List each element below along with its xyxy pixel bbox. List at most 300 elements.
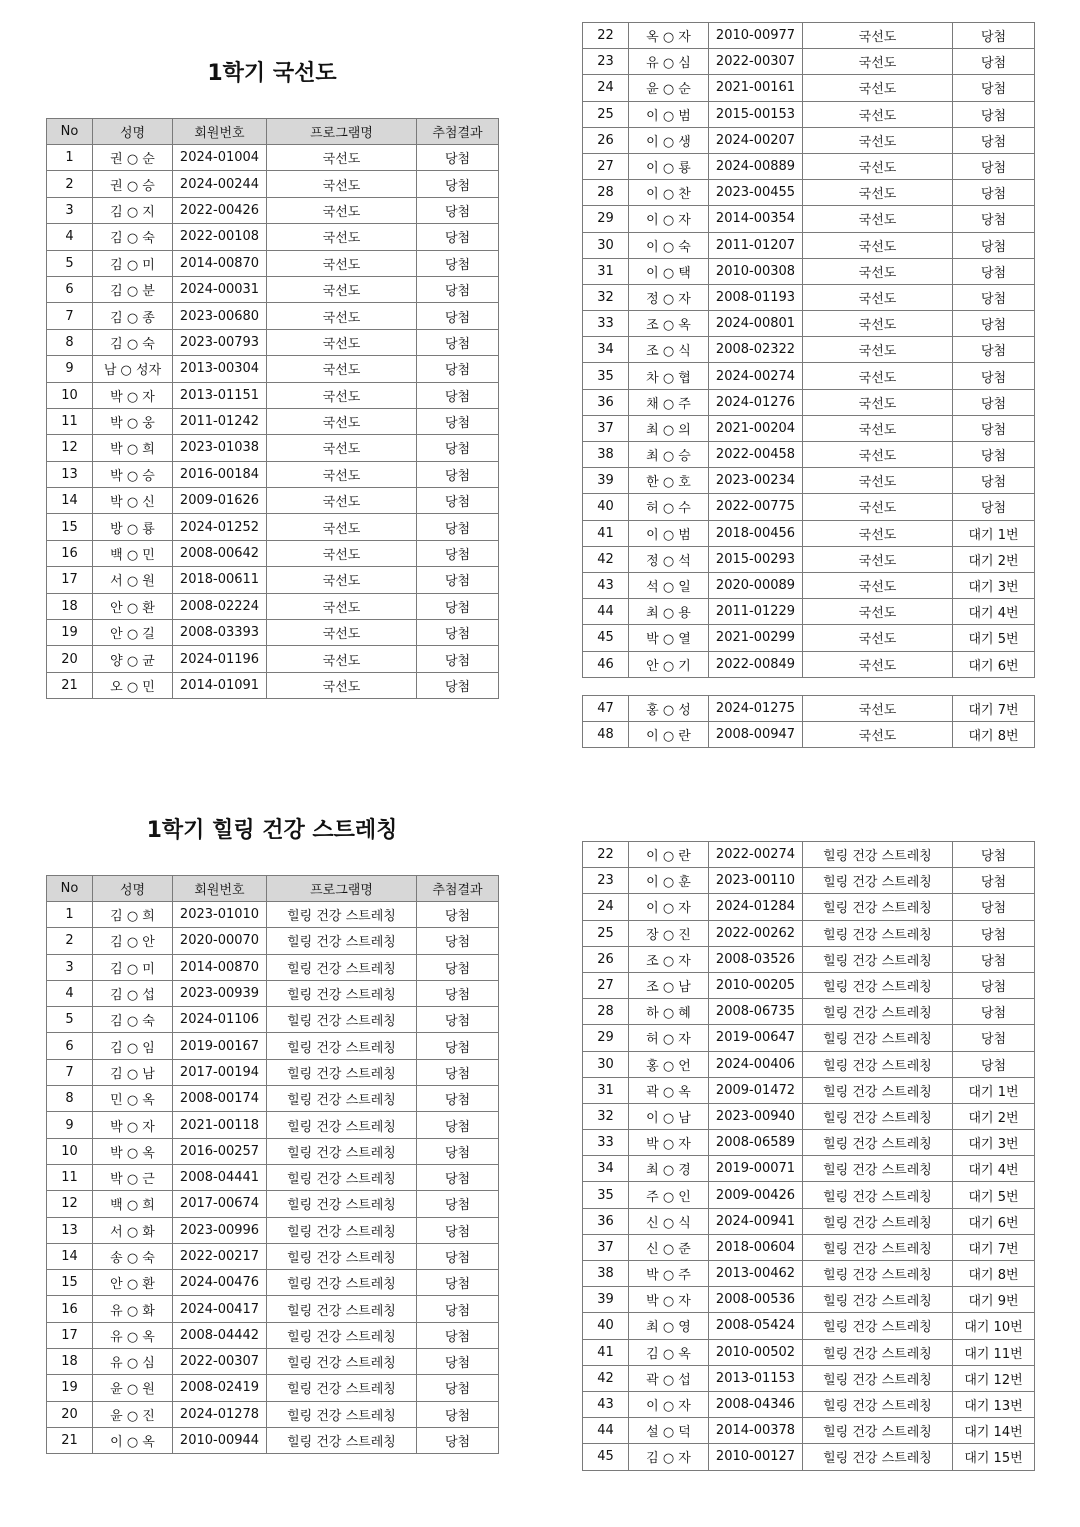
- name-cell: 오 ○ 민: [93, 672, 173, 698]
- table-row: [47, 276, 499, 302]
- program-cell: 국선도: [803, 722, 953, 748]
- no-cell: 34: [583, 1156, 629, 1182]
- result-cell: 당첨: [953, 442, 1035, 468]
- no-cell: 40: [583, 494, 629, 520]
- table-row: [47, 902, 499, 928]
- result-cell: 당첨: [417, 276, 499, 302]
- program-cell: 힐링 건강 스트레칭: [803, 1418, 953, 1444]
- no-cell: 6: [47, 276, 93, 302]
- no-cell: 19: [47, 620, 93, 646]
- name-cell: 안 ○ 기: [629, 651, 709, 677]
- program-cell: 국선도: [803, 696, 953, 722]
- no-cell: 28: [583, 180, 629, 206]
- result-cell: 당첨: [417, 461, 499, 487]
- no-cell: 21: [47, 1427, 93, 1453]
- program-cell: 힐링 건강 스트레칭: [803, 946, 953, 972]
- no-cell: 27: [583, 153, 629, 179]
- result-cell: 당첨: [417, 1427, 499, 1453]
- member-number-cell: 2024-00889: [709, 153, 803, 179]
- result-cell: 당첨: [953, 75, 1035, 101]
- name-cell: 차 ○ 협: [629, 363, 709, 389]
- table-row: [47, 1375, 499, 1401]
- result-cell: 대기 7번: [953, 696, 1035, 722]
- no-cell: 4: [47, 224, 93, 250]
- result-cell: 당첨: [953, 842, 1035, 868]
- program-cell: 국선도: [803, 520, 953, 546]
- table-row: [583, 23, 1035, 49]
- result-cell: 대기 14번: [953, 1418, 1035, 1444]
- result-cell: 당첨: [417, 620, 499, 646]
- result-cell: 대기 15번: [953, 1444, 1035, 1470]
- result-cell: 당첨: [417, 250, 499, 276]
- program-cell: 힐링 건강 스트레칭: [803, 1051, 953, 1077]
- program-cell: 힐링 건강 스트레칭: [267, 1243, 417, 1269]
- name-cell: 양 ○ 균: [93, 646, 173, 672]
- program-cell: 국선도: [267, 356, 417, 382]
- table-row: [583, 520, 1035, 546]
- member-number-cell: 2019-00167: [173, 1033, 267, 1059]
- name-cell: 홍 ○ 성: [629, 696, 709, 722]
- result-cell: 당첨: [417, 567, 499, 593]
- name-cell: 조 ○ 자: [629, 946, 709, 972]
- program-cell: 힐링 건강 스트레칭: [803, 1365, 953, 1391]
- table-row: [583, 284, 1035, 310]
- member-number-cell: 2024-00406: [709, 1051, 803, 1077]
- no-cell: 13: [47, 461, 93, 487]
- no-cell: 34: [583, 337, 629, 363]
- no-cell: 3: [47, 954, 93, 980]
- member-number-cell: 2008-04346: [709, 1391, 803, 1417]
- table-row: [47, 1007, 499, 1033]
- table-row: [583, 494, 1035, 520]
- name-cell: 신 ○ 준: [629, 1234, 709, 1260]
- no-cell: 4: [47, 980, 93, 1006]
- result-cell: 당첨: [417, 145, 499, 171]
- no-cell: 2: [47, 171, 93, 197]
- member-number-cell: 2021-00204: [709, 415, 803, 441]
- name-cell: 김 ○ 자: [629, 1444, 709, 1470]
- member-number-cell: 2016-00257: [173, 1138, 267, 1164]
- program-cell: 힐링 건강 스트레칭: [803, 1234, 953, 1260]
- member-number-cell: 2009-01472: [709, 1077, 803, 1103]
- result-cell: 당첨: [953, 363, 1035, 389]
- no-cell: 31: [583, 258, 629, 284]
- no-cell: 24: [583, 75, 629, 101]
- result-cell: 대기 3번: [953, 572, 1035, 598]
- result-cell: 당첨: [417, 1296, 499, 1322]
- member-number-cell: 2014-00870: [173, 250, 267, 276]
- member-number-cell: 2017-00674: [173, 1191, 267, 1217]
- no-cell: 33: [583, 311, 629, 337]
- program-cell: 힐링 건강 스트레칭: [267, 1033, 417, 1059]
- result-cell: 당첨: [417, 329, 499, 355]
- name-cell: 김 ○ 숙: [93, 329, 173, 355]
- name-cell: 박 ○ 자: [629, 1130, 709, 1156]
- member-number-cell: 2024-00417: [173, 1296, 267, 1322]
- member-number-cell: 2023-00234: [709, 468, 803, 494]
- program-cell: 국선도: [803, 75, 953, 101]
- table-row: [47, 488, 499, 514]
- program-cell: 국선도: [267, 461, 417, 487]
- program-cell: 국선도: [803, 49, 953, 75]
- table-row: [47, 1296, 499, 1322]
- no-cell: 14: [47, 488, 93, 514]
- program-cell: 국선도: [803, 599, 953, 625]
- program-cell: 힐링 건강 스트레칭: [803, 894, 953, 920]
- member-number-cell: 2010-00944: [173, 1427, 267, 1453]
- table-row: [583, 363, 1035, 389]
- name-cell: 최 ○ 영: [629, 1313, 709, 1339]
- name-cell: 최 ○ 용: [629, 599, 709, 625]
- no-cell: 31: [583, 1077, 629, 1103]
- name-cell: 옥 ○ 자: [629, 23, 709, 49]
- name-cell: 민 ○ 옥: [93, 1086, 173, 1112]
- program-cell: 국선도: [267, 620, 417, 646]
- member-number-cell: 2022-00426: [173, 197, 267, 223]
- name-cell: 이 ○ 옥: [93, 1427, 173, 1453]
- no-cell: 46: [583, 651, 629, 677]
- program-cell: 힐링 건강 스트레칭: [803, 1287, 953, 1313]
- member-number-cell: 2024-00274: [709, 363, 803, 389]
- no-cell: 20: [47, 646, 93, 672]
- no-cell: 16: [47, 540, 93, 566]
- table-row: [47, 593, 499, 619]
- program-cell: 힐링 건강 스트레칭: [803, 1208, 953, 1234]
- program-cell: 힐링 건강 스트레칭: [803, 920, 953, 946]
- name-cell: 박 ○ 옥: [93, 1138, 173, 1164]
- no-cell: 32: [583, 1103, 629, 1129]
- table-row: [47, 329, 499, 355]
- member-number-cell: 2008-01193: [709, 284, 803, 310]
- program-cell: 국선도: [803, 468, 953, 494]
- result-cell: 대기 8번: [953, 722, 1035, 748]
- result-cell: 당첨: [953, 868, 1035, 894]
- program-cell: 힐링 건강 스트레칭: [267, 1138, 417, 1164]
- result-cell: 당첨: [417, 1191, 499, 1217]
- result-cell: 당첨: [417, 646, 499, 672]
- no-cell: 23: [583, 868, 629, 894]
- header-row: [47, 119, 499, 145]
- member-number-cell: 2018-00456: [709, 520, 803, 546]
- table-row: [47, 1427, 499, 1453]
- member-number-cell: 2011-01207: [709, 232, 803, 258]
- no-cell: 1: [47, 902, 93, 928]
- name-cell: 백 ○ 희: [93, 1191, 173, 1217]
- result-cell: 당첨: [953, 494, 1035, 520]
- no-cell: 36: [583, 389, 629, 415]
- table-row: [47, 567, 499, 593]
- header-row: [47, 876, 499, 902]
- result-cell: 당첨: [417, 980, 499, 1006]
- member-number-cell: 2022-00108: [173, 224, 267, 250]
- name-cell: 권 ○ 순: [93, 145, 173, 171]
- stretching-table-right: [582, 841, 1035, 1471]
- program-cell: 힐링 건강 스트레칭: [267, 1296, 417, 1322]
- result-cell: 당첨: [953, 180, 1035, 206]
- result-cell: 대기 11번: [953, 1339, 1035, 1365]
- table-row: [583, 127, 1035, 153]
- program-cell: 힐링 건강 스트레칭: [267, 1059, 417, 1085]
- no-cell: 24: [583, 894, 629, 920]
- member-number-cell: 2024-01276: [709, 389, 803, 415]
- result-cell: 당첨: [417, 382, 499, 408]
- table-row: [583, 49, 1035, 75]
- program-cell: 힐링 건강 스트레칭: [267, 1427, 417, 1453]
- table-row: [583, 999, 1035, 1025]
- member-number-cell: 2024-01275: [709, 696, 803, 722]
- name-cell: 김 ○ 미: [93, 250, 173, 276]
- column-header: 추첨결과: [417, 119, 499, 145]
- program-cell: 국선도: [267, 171, 417, 197]
- program-cell: 힐링 건강 스트레칭: [803, 972, 953, 998]
- name-cell: 조 ○ 남: [629, 972, 709, 998]
- result-cell: 당첨: [953, 258, 1035, 284]
- program-cell: 힐링 건강 스트레칭: [803, 842, 953, 868]
- table-row: [583, 868, 1035, 894]
- gukseondo-table-right: [582, 22, 1035, 678]
- table-row: [583, 1103, 1035, 1129]
- name-cell: 김 ○ 안: [93, 928, 173, 954]
- result-cell: 당첨: [953, 311, 1035, 337]
- name-cell: 김 ○ 지: [93, 197, 173, 223]
- table-row: [47, 461, 499, 487]
- table-row: [47, 1191, 499, 1217]
- member-number-cell: 2008-04442: [173, 1322, 267, 1348]
- no-cell: 33: [583, 1130, 629, 1156]
- table-row: [583, 1051, 1035, 1077]
- name-cell: 홍 ○ 언: [629, 1051, 709, 1077]
- name-cell: 최 ○ 의: [629, 415, 709, 441]
- name-cell: 박 ○ 승: [93, 461, 173, 487]
- program-cell: 힐링 건강 스트레칭: [803, 868, 953, 894]
- table-row: [583, 599, 1035, 625]
- name-cell: 조 ○ 식: [629, 337, 709, 363]
- column-header: 추첨결과: [417, 876, 499, 902]
- no-cell: 12: [47, 435, 93, 461]
- no-cell: 21: [47, 672, 93, 698]
- stretching-table-left: [46, 875, 499, 1454]
- result-cell: 당첨: [417, 488, 499, 514]
- no-cell: 7: [47, 303, 93, 329]
- member-number-cell: 2022-00458: [709, 442, 803, 468]
- member-number-cell: 2024-01004: [173, 145, 267, 171]
- name-cell: 한 ○ 호: [629, 468, 709, 494]
- program-cell: 국선도: [803, 206, 953, 232]
- table-row: [47, 1270, 499, 1296]
- result-cell: 당첨: [953, 284, 1035, 310]
- name-cell: 채 ○ 주: [629, 389, 709, 415]
- no-cell: 35: [583, 363, 629, 389]
- program-cell: 국선도: [803, 258, 953, 284]
- member-number-cell: 2013-00304: [173, 356, 267, 382]
- name-cell: 곽 ○ 섭: [629, 1365, 709, 1391]
- program-cell: 힐링 건강 스트레칭: [267, 1191, 417, 1217]
- no-cell: 36: [583, 1208, 629, 1234]
- result-cell: 당첨: [953, 389, 1035, 415]
- program-cell: 국선도: [803, 625, 953, 651]
- name-cell: 김 ○ 분: [93, 276, 173, 302]
- program-cell: 힐링 건강 스트레칭: [803, 1313, 953, 1339]
- member-number-cell: 2014-00354: [709, 206, 803, 232]
- name-cell: 김 ○ 남: [93, 1059, 173, 1085]
- name-cell: 석 ○ 일: [629, 572, 709, 598]
- name-cell: 유 ○ 옥: [93, 1322, 173, 1348]
- member-number-cell: 2016-00184: [173, 461, 267, 487]
- no-cell: 48: [583, 722, 629, 748]
- result-cell: 대기 6번: [953, 1208, 1035, 1234]
- table-row: [583, 101, 1035, 127]
- program-cell: 힐링 건강 스트레칭: [267, 1375, 417, 1401]
- no-cell: 5: [47, 1007, 93, 1033]
- result-cell: 당첨: [953, 337, 1035, 363]
- result-cell: 대기 4번: [953, 1156, 1035, 1182]
- result-cell: 당첨: [417, 593, 499, 619]
- table-row: [47, 224, 499, 250]
- program-cell: 힐링 건강 스트레칭: [803, 1025, 953, 1051]
- name-cell: 이 ○ 자: [629, 206, 709, 232]
- table-row: [583, 258, 1035, 284]
- member-number-cell: 2011-01229: [709, 599, 803, 625]
- table-row: [47, 1349, 499, 1375]
- member-number-cell: 2008-00174: [173, 1086, 267, 1112]
- column-header: 프로그램명: [267, 119, 417, 145]
- program-cell: 힐링 건강 스트레칭: [267, 902, 417, 928]
- name-cell: 안 ○ 환: [93, 1270, 173, 1296]
- no-cell: 12: [47, 1191, 93, 1217]
- result-cell: 당첨: [953, 1051, 1035, 1077]
- name-cell: 곽 ○ 옥: [629, 1077, 709, 1103]
- column-header: No: [47, 876, 93, 902]
- table-row: [47, 1138, 499, 1164]
- result-cell: 당첨: [417, 902, 499, 928]
- member-number-cell: 2023-00996: [173, 1217, 267, 1243]
- name-cell: 장 ○ 진: [629, 920, 709, 946]
- member-number-cell: 2021-00299: [709, 625, 803, 651]
- no-cell: 25: [583, 101, 629, 127]
- table-row: [583, 1208, 1035, 1234]
- member-number-cell: 2013-00462: [709, 1261, 803, 1287]
- table-row: [583, 1156, 1035, 1182]
- table-row: [583, 1287, 1035, 1313]
- no-cell: 23: [583, 49, 629, 75]
- program-cell: 힐링 건강 스트레칭: [803, 1103, 953, 1129]
- name-cell: 조 ○ 옥: [629, 311, 709, 337]
- table-row: [583, 972, 1035, 998]
- name-cell: 이 ○ 범: [629, 101, 709, 127]
- no-cell: 19: [47, 1375, 93, 1401]
- member-number-cell: 2014-00870: [173, 954, 267, 980]
- program-cell: 힐링 건강 스트레칭: [267, 1007, 417, 1033]
- member-number-cell: 2024-00941: [709, 1208, 803, 1234]
- table-row: [47, 620, 499, 646]
- member-number-cell: 2024-00031: [173, 276, 267, 302]
- result-cell: 대기 12번: [953, 1365, 1035, 1391]
- result-cell: 당첨: [417, 1112, 499, 1138]
- result-cell: 당첨: [417, 1322, 499, 1348]
- program-cell: 국선도: [267, 224, 417, 250]
- program-cell: 힐링 건강 스트레칭: [803, 1130, 953, 1156]
- member-number-cell: 2013-01153: [709, 1365, 803, 1391]
- result-cell: 대기 3번: [953, 1130, 1035, 1156]
- no-cell: 15: [47, 514, 93, 540]
- no-cell: 45: [583, 1444, 629, 1470]
- column-header: No: [47, 119, 93, 145]
- name-cell: 안 ○ 길: [93, 620, 173, 646]
- name-cell: 방 ○ 룡: [93, 514, 173, 540]
- member-number-cell: 2022-00262: [709, 920, 803, 946]
- member-number-cell: 2008-04441: [173, 1164, 267, 1190]
- program-cell: 국선도: [267, 303, 417, 329]
- name-cell: 박 ○ 근: [93, 1164, 173, 1190]
- name-cell: 이 ○ 훈: [629, 868, 709, 894]
- name-cell: 이 ○ 란: [629, 722, 709, 748]
- member-number-cell: 2019-00647: [709, 1025, 803, 1051]
- member-number-cell: 2008-00536: [709, 1287, 803, 1313]
- table-row: [47, 980, 499, 1006]
- member-number-cell: 2015-00293: [709, 546, 803, 572]
- program-cell: 국선도: [267, 488, 417, 514]
- no-cell: 35: [583, 1182, 629, 1208]
- no-cell: 13: [47, 1217, 93, 1243]
- result-cell: 당첨: [417, 1059, 499, 1085]
- result-cell: 대기 1번: [953, 1077, 1035, 1103]
- program-cell: 국선도: [803, 311, 953, 337]
- member-number-cell: 2022-00849: [709, 651, 803, 677]
- result-cell: 당첨: [953, 468, 1035, 494]
- member-number-cell: 2008-03526: [709, 946, 803, 972]
- program-cell: 국선도: [803, 415, 953, 441]
- no-cell: 42: [583, 546, 629, 572]
- name-cell: 김 ○ 옥: [629, 1339, 709, 1365]
- program-cell: 국선도: [267, 672, 417, 698]
- program-cell: 국선도: [803, 232, 953, 258]
- result-cell: 당첨: [417, 954, 499, 980]
- no-cell: 14: [47, 1243, 93, 1269]
- program-cell: 국선도: [803, 546, 953, 572]
- name-cell: 최 ○ 승: [629, 442, 709, 468]
- no-cell: 7: [47, 1059, 93, 1085]
- table-row: [583, 180, 1035, 206]
- member-number-cell: 2008-02419: [173, 1375, 267, 1401]
- result-cell: 당첨: [953, 127, 1035, 153]
- no-cell: 41: [583, 1339, 629, 1365]
- member-number-cell: 2008-02322: [709, 337, 803, 363]
- program-cell: 힐링 건강 스트레칭: [803, 1077, 953, 1103]
- no-cell: 18: [47, 593, 93, 619]
- gukseondo-table-extra: [582, 695, 1035, 748]
- table-row: [583, 75, 1035, 101]
- name-cell: 서 ○ 화: [93, 1217, 173, 1243]
- program-cell: 국선도: [803, 389, 953, 415]
- no-cell: 43: [583, 572, 629, 598]
- name-cell: 이 ○ 자: [629, 894, 709, 920]
- member-number-cell: 2022-00775: [709, 494, 803, 520]
- name-cell: 김 ○ 숙: [93, 224, 173, 250]
- name-cell: 정 ○ 자: [629, 284, 709, 310]
- no-cell: 38: [583, 1261, 629, 1287]
- program-cell: 국선도: [803, 127, 953, 153]
- name-cell: 김 ○ 종: [93, 303, 173, 329]
- member-number-cell: 2024-01284: [709, 894, 803, 920]
- table-row: [583, 1077, 1035, 1103]
- table-row: [47, 514, 499, 540]
- member-number-cell: 2024-01196: [173, 646, 267, 672]
- table-row: [47, 408, 499, 434]
- no-cell: 10: [47, 1138, 93, 1164]
- table-row: [47, 1243, 499, 1269]
- no-cell: 38: [583, 442, 629, 468]
- program-cell: 국선도: [267, 276, 417, 302]
